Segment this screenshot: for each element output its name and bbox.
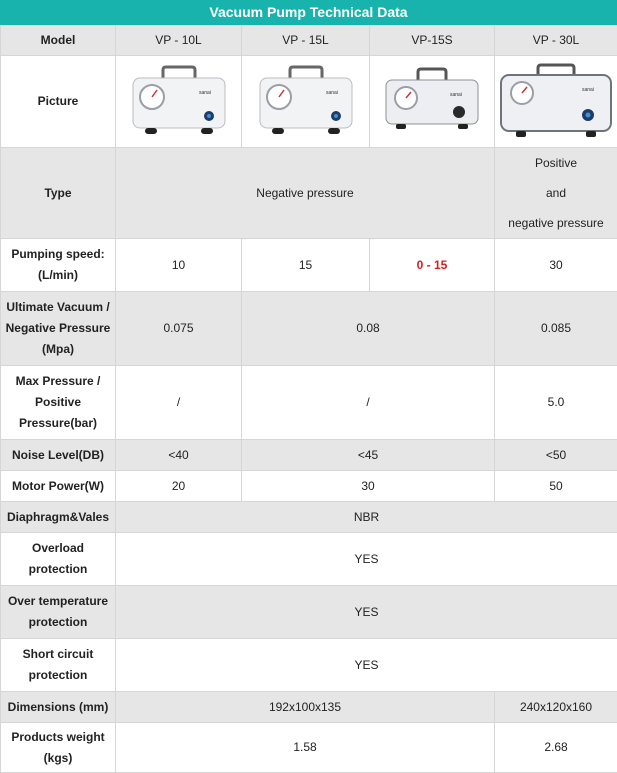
ultimate-vacuum-value: 0.075 [116,292,242,366]
pumping-speed-value: 0 - 15 [370,239,495,292]
ultimate-vacuum-label: Ultimate Vacuum / Negative Pressure (Mpa) [1,292,116,366]
model-name: VP - 15L [242,26,370,56]
diaphragm-label: Diaphragm&Vales [1,502,116,533]
over-temperature-label: Over temperature protection [1,586,116,639]
svg-text:sanai: sanai [450,92,462,98]
pumping-speed-value: 30 [495,239,617,292]
model-name: VP-15S [370,26,495,56]
model-name: VP - 30L [495,26,617,56]
spec-table [0,25,617,773]
pumping-speed-label: Pumping speed: (L/min) [1,239,116,292]
table-row [1,639,617,692]
vacuum-pump-image [382,64,482,140]
max-pressure-value: 5.0 [495,366,617,440]
table-row [1,148,617,239]
max-pressure-label: Max Pressure / Positive Pressure(bar) [1,366,116,440]
dimensions-label: Dimensions (mm) [1,692,116,723]
weight-value: 2.68 [495,723,617,773]
picture-label: Picture [1,56,116,148]
noise-value: <45 [242,440,495,471]
ultimate-vacuum-value: 0.08 [242,292,495,366]
ultimate-vacuum-value: 0.085 [495,292,617,366]
short-circuit-label: Short circuit protection [1,639,116,692]
pumping-speed-value: 10 [116,239,242,292]
type-label: Type [1,148,116,239]
table-row [1,471,617,502]
page-title: Vacuum Pump Technical Data [0,0,617,25]
motor-label: Motor Power(W) [1,471,116,502]
model-name: VP - 10L [116,26,242,56]
max-pressure-value: / [242,366,495,440]
model-label: Model [1,26,116,56]
table-row [1,502,617,533]
table-row [1,440,617,471]
max-pressure-value: / [116,366,242,440]
overload-label: Overload protection [1,533,116,586]
type-value: Negative pressure [116,148,495,239]
table-row [1,239,617,292]
motor-value: 20 [116,471,242,502]
table-row [1,586,617,639]
table-row [1,292,617,366]
diaphragm-value: NBR [116,502,617,533]
table-row [1,723,617,773]
short-circuit-value: YES [116,639,617,692]
pumping-speed-value: 15 [242,239,370,292]
weight-label: Products weight (kgs) [1,723,116,773]
noise-value: <40 [116,440,242,471]
type-value: Positive and negative pressure [495,148,617,239]
dimensions-value: 240x120x160 [495,692,617,723]
vacuum-pump-image [129,64,229,140]
product-picture [242,56,370,148]
weight-value: 1.58 [116,723,495,773]
product-picture [116,56,242,148]
product-picture [370,56,495,148]
table-row [1,533,617,586]
svg-text:sanai: sanai [326,90,338,96]
overload-value: YES [116,533,617,586]
table-row [1,366,617,440]
over-temperature-value: YES [116,586,617,639]
table-row [1,692,617,723]
vacuum-pump-image [498,63,614,141]
svg-text:sanai: sanai [582,87,594,93]
table-row [1,26,617,56]
noise-value: <50 [495,440,617,471]
vacuum-pump-image [256,64,356,140]
svg-text:sanai: sanai [199,90,211,96]
dimensions-value: 192x100x135 [116,692,495,723]
product-picture [495,56,617,148]
table-row [1,56,617,148]
motor-value: 30 [242,471,495,502]
motor-value: 50 [495,471,617,502]
noise-label: Noise Level(DB) [1,440,116,471]
